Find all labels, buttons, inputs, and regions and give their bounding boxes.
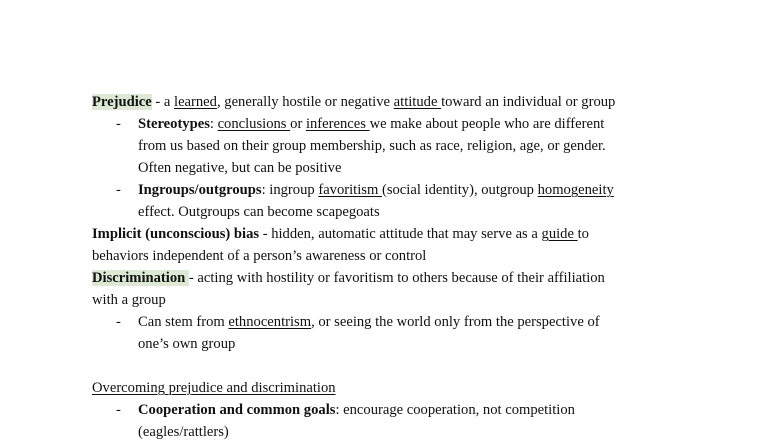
attitude-word: attitude [393, 94, 442, 110]
text-run: Can stem from [138, 314, 229, 330]
text-run: , generally hostile or negative [216, 94, 394, 110]
ethnocentrism-word: ethnocentrism [228, 314, 312, 330]
text-run: or [290, 116, 306, 132]
cooperation-line-1 [138, 400, 575, 420]
implicit-bias-term: Implicit (unconscious) bias [92, 226, 260, 242]
text-run: , or seeing the world only from the perspective of [311, 314, 600, 330]
homogeneity-word: homogeneity [537, 182, 614, 198]
text-run: (social identity), outgroup [381, 182, 538, 198]
stereotypes-line-1 [138, 114, 604, 134]
ethnocentrism-line-2: one’s own group [138, 336, 236, 352]
text-run: - hidden, automatic attitude that may serve as a [259, 226, 542, 242]
overcoming-heading: Overcoming prejudice and discrimination [92, 380, 336, 396]
bullet-dash: - [116, 182, 121, 198]
bullet-dash: - [116, 116, 121, 132]
prejudice-definition [92, 92, 615, 112]
discrimination-line-2: with a group [92, 292, 166, 308]
stereotypes-line-2: from us based on their group membership, such as race, religion, age, or gender. [138, 138, 606, 154]
implicit-bias-line-2: behaviors independent of a person’s awareness or control [92, 248, 427, 264]
cooperation-term: Cooperation and common goals [138, 402, 336, 418]
text-run: - a [151, 94, 175, 110]
text-run: - acting with hostility or favoritism to others because of their affiliation [188, 270, 605, 286]
bullet-dash: - [116, 314, 121, 330]
text-run: toward an individual or group [441, 94, 616, 110]
text-run: : ingroup [261, 182, 319, 198]
implicit-bias-line-1 [92, 224, 589, 244]
text-run: to [577, 226, 589, 242]
bullet-dash: - [116, 402, 121, 418]
learned-word: learned [174, 94, 217, 110]
ingroups-line-1 [138, 180, 614, 200]
stereotypes-term: Stereotypes [138, 116, 210, 132]
stereotypes-line-3: Often negative, but can be positive [138, 160, 342, 176]
ingroups-line-2: effect. Outgroups can become scapegoats [138, 204, 380, 220]
prejudice-term: Prejudice [92, 94, 152, 110]
text-run: : encourage cooperation, not competition [335, 402, 575, 418]
discrimination-term: Discrimination [92, 270, 189, 286]
ingroups-term: Ingroups/outgroups [138, 182, 262, 198]
inferences-word: inferences [305, 116, 370, 132]
discrimination-line-1 [92, 268, 605, 288]
favoritism-word: favoritism [318, 182, 382, 198]
guide-word: guide [541, 226, 578, 242]
conclusions-word: conclusions [217, 116, 291, 132]
text-run: we make about people who are different [369, 116, 605, 132]
ethnocentrism-line-1 [138, 312, 600, 332]
cooperation-line-2: (eagles/rattlers) [138, 424, 229, 440]
text-run: : [209, 116, 218, 132]
